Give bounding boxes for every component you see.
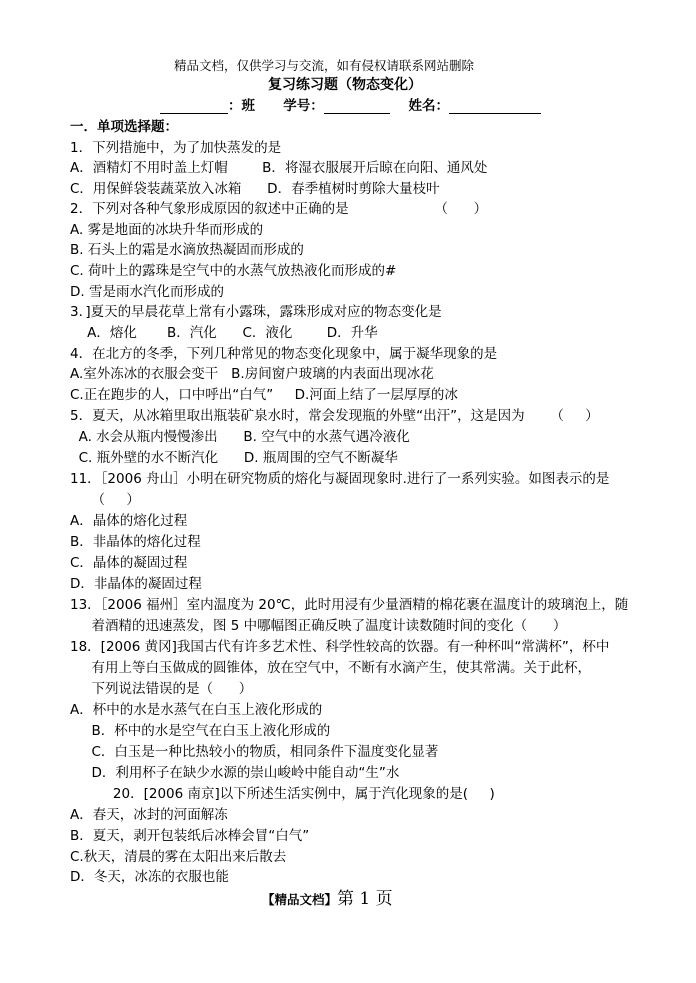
question-line: 11．［2006 舟山］小明在研究物质的熔化与凝固现象时.进行了一系列实验。如图表示的是 (70, 471, 610, 487)
question-line: A．酒精灯不用时盖上灯帽 B．将湿衣服展开后晾在向阳、通风处 (70, 160, 488, 176)
question-line: 5．夏天，从冰箱里取出瓶装矿泉水时，常会发现瓶的外壁“出汗”，这是因为 （ ） (70, 408, 599, 424)
question-line: A．熔化 B．汽化 C．液化 D．升华 (70, 325, 378, 341)
question-line: C.秋天，清晨的雾在太阳出来后散去 (70, 849, 287, 865)
question-line: （ ） (70, 492, 140, 508)
question-line: 20．[2006 南京]以下所述生活实例中，属于汽化现象的是( ) (70, 786, 495, 802)
name-label: 姓名： (408, 98, 450, 114)
question-line: D．利用杯子在缺少水源的崇山峻岭中能自动“生”水 (70, 765, 400, 781)
question-line: A.室外冻冰的衣服会变干 B.房间窗户玻璃的内表面出现冰花 (70, 366, 434, 382)
question-line: 2．下列对各种气象形成原因的叙述中正确的是 （ ） (70, 201, 488, 217)
question-line: A. 雾是地面的冰块升华而形成的 (70, 222, 264, 238)
question-line: 1．下列措施中，为了加快蒸发的是 (70, 140, 282, 156)
question-line: 着酒精的迅速蒸发，图 5 中哪幅图正确反映了温度计读数随时间的变化（ ） (70, 618, 567, 634)
footer-brand: 【精品文档】 (262, 892, 338, 907)
student-id-blank (324, 99, 390, 114)
question-line: C．晶体的凝固过程 (70, 555, 188, 571)
question-line: B. 石头上的霜是水滴放热凝固而形成的 (70, 242, 304, 258)
question-line: 有用上等白玉做成的圆锥体，放在空气中，不断有水滴产生，使其常满。关于此杯， (70, 660, 591, 676)
student-id-label: 学号： (283, 98, 324, 114)
header-note: 精品文档，仅供学习与交流，如有侵权请联系网站删除 (174, 58, 475, 73)
question-line: 4．在北方的冬季，下列几种常见的物态变化现象中，属于凝华现象的是 (70, 346, 498, 362)
name-blank (449, 99, 541, 114)
question-line: A．春天，冰封的河面解冻 (70, 807, 228, 823)
section-heading: 一．单项选择题： (70, 119, 178, 135)
question-line: B．杯中的水是空气在白玉上液化形成的 (70, 723, 331, 739)
question-line: A．杯中的水是水蒸气在白玉上液化形成的 (70, 702, 323, 718)
question-line: B．夏天，剥开包装纸后冰棒会冒“白气” (70, 828, 310, 844)
question-line: C. 瓶外壁的水不断汽化 D. 瓶周围的空气不断凝华 (70, 450, 398, 466)
page-footer (262, 889, 393, 910)
question-line: 3．]夏天的早晨花草上常有小露珠，露珠形成对应的物态变化是 (70, 304, 442, 320)
question-line: 下列说法错误的是（ ） (70, 681, 253, 697)
student-info-row (160, 98, 541, 114)
class-label: ：班 (228, 98, 255, 114)
question-line: D．冬天，冰冻的衣服也能 (70, 869, 229, 885)
footer-page-number: 第 1 页 (337, 889, 393, 909)
question-line: B．非晶体的熔化过程 (70, 534, 201, 550)
question-line: A．晶体的熔化过程 (70, 513, 188, 529)
question-line: C. 荷叶上的露珠是空气中的水蒸气放热液化而形成的# (70, 263, 397, 279)
question-line: 18．[2006 黄冈]我国古代有许多艺术性、科学性较高的饮器。有一种杯叫“常满杯”，杯中 (70, 639, 610, 655)
question-line: A. 水会从瓶内慢慢渗出 B. 空气中的水蒸气遇冷液化 (70, 429, 410, 445)
question-line: C.正在跑步的人，口中呼出“白气” D.河面上结了一层厚厚的冰 (70, 387, 458, 403)
question-line: C．用保鲜袋装蔬菜放入冰箱 D．春季植树时剪除大量枝叶 (70, 181, 440, 197)
question-line: D．非晶体的凝固过程 (70, 576, 202, 592)
page-title: 复习练习题（物态变化） (268, 77, 422, 93)
question-line: D. 雪是雨水汽化而形成的 (70, 284, 224, 300)
question-line: C．白玉是一种比热较小的物质，相同条件下温度变化显著 (70, 744, 439, 760)
class-blank (160, 99, 228, 114)
question-line: 13．［2006 福州］室内温度为 20℃，此时用浸有少量酒精的棉花裹在温度计的玻璃泡上，随 (70, 597, 629, 613)
